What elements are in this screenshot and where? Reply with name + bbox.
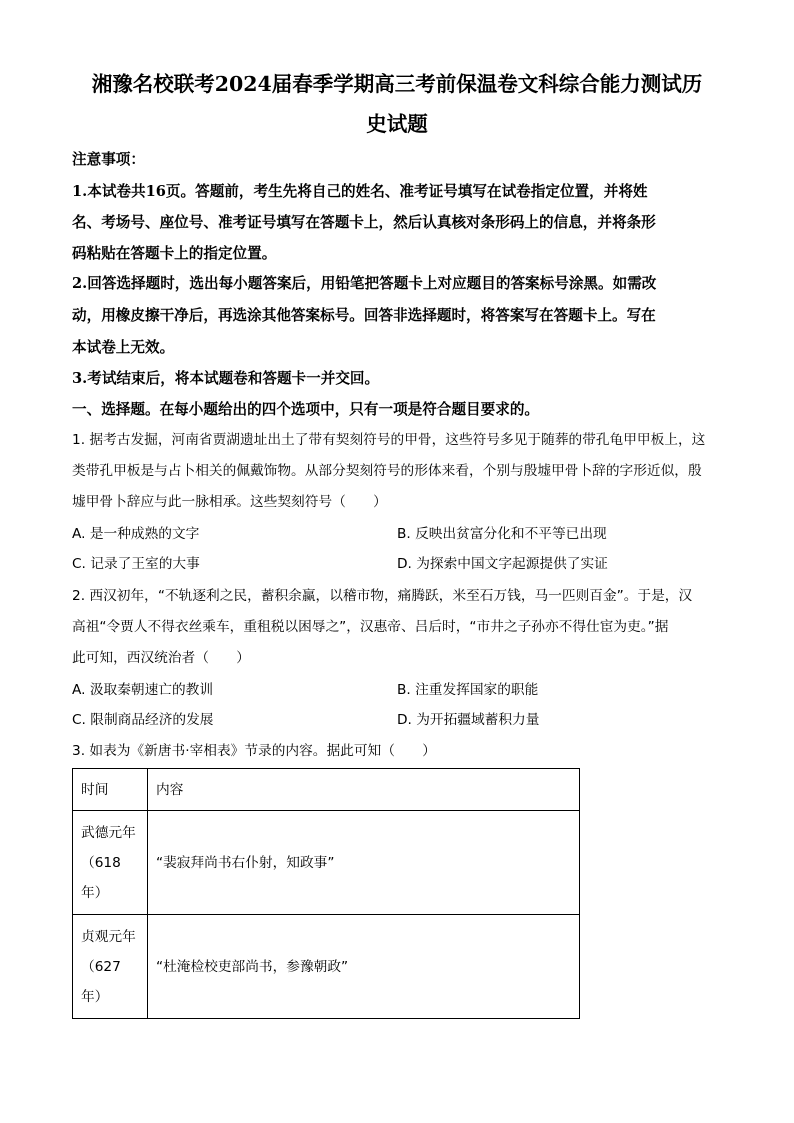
time-line: 武德元年: [81, 824, 136, 841]
time-line: 年）: [81, 988, 109, 1005]
question-1-stem: 1. 据考古发掘，河南省贾湖遗址出土了带有契刻符号的甲骨，这些符号多见于随葬的带孔龟甲甲板上，这: [72, 432, 706, 448]
table-cell-time: [73, 915, 148, 1019]
section-heading: 一、选择题。在每小题给出的四个选项中，只有一项是符合题目要求的。: [72, 401, 540, 418]
time-line: 贞观元年: [81, 928, 136, 945]
question-2-stem: 此可知，西汉统治者（ ）: [72, 650, 250, 666]
question-1-option-b: B. 反映出贫富分化和不平等已出现: [397, 526, 607, 542]
notice-line: 动，用橡皮擦干净后，再选涂其他答案标号。回答非选择题时，将答案写在答题卡上。写在: [72, 307, 656, 324]
question-1-option-d: D. 为探索中国文字起源提供了实证: [397, 556, 608, 572]
notice-line: 名、考场号、座位号、准考证号填写在答题卡上，然后认真核对条形码上的信息，并将条形: [72, 214, 656, 231]
table-header-content: 内容: [148, 769, 580, 811]
exam-title-line-2: 史试题: [366, 112, 428, 136]
question-1-option-a: A. 是一种成熟的文字: [72, 526, 200, 542]
time-line: （618: [81, 854, 121, 871]
notice-heading: 注意事项：: [72, 151, 145, 168]
question-1-option-c: C. 记录了王室的大事: [72, 556, 200, 572]
question-2-option-a: A. 汲取秦朝速亡的教训: [72, 682, 214, 698]
question-1-stem: 墟甲骨卜辞应与此一脉相承。这些契刻符号（ ）: [72, 494, 387, 510]
time-line: 年）: [81, 884, 109, 901]
table-header-row: [73, 769, 580, 811]
notice-line: 本试卷上无效。: [72, 339, 175, 356]
table-cell-time: [73, 811, 148, 915]
table-cell-content: “杜淹检校吏部尚书，参豫朝政”: [148, 915, 580, 1019]
table-row: [73, 915, 580, 1019]
question-2-stem: 高祖“令贾人不得衣丝乘车，重租税以困辱之”，汉惠帝、吕后时，“市井之子孙亦不得仕宦为吏。”据: [72, 619, 669, 635]
question-3-stem: 3. 如表为《新唐书·宰相表》节录的内容。据此可知（ ）: [72, 743, 436, 759]
question-2-option-c: C. 限制商品经济的发展: [72, 712, 214, 728]
table-row: [73, 811, 580, 915]
question-2-stem: 2. 西汉初年，“不轨逐利之民，蓄积余赢，以稽市物，痛腾跃，米至石万钱，马一匹则百金”。于是，汉: [72, 588, 693, 604]
question-1-stem: 类带孔甲板是与占卜相关的佩戴饰物。从部分契刻符号的形体来看，个别与殷墟甲骨卜辞的字形近似，殷: [72, 463, 702, 479]
table-cell-content: “裴寂拜尚书右仆射，知政事”: [148, 811, 580, 915]
question-2-option-b: B. 注重发挥国家的职能: [397, 682, 539, 698]
exam-title-line-1: 湘豫名校联考2024届春季学期高三考前保温卷文科综合能力测试历: [91, 72, 703, 96]
time-line: （627: [81, 958, 121, 975]
notice-line: 2.回答选择题时，选出每小题答案后，用铅笔把答题卡上对应题目的答案标号涂黑。如需改: [72, 275, 657, 292]
question-2-option-d: D. 为开拓疆域蓄积力量: [397, 712, 540, 728]
notice-line: 3.考试结束后，将本试题卷和答题卡一并交回。: [72, 370, 380, 387]
prime-minister-table: [72, 768, 580, 1019]
table-header-time: 时间: [73, 769, 148, 811]
notice-line: 码粘贴在答题卡上的指定位置。: [72, 245, 277, 262]
notice-line: 1.本试卷共16页。答题前，考生先将自己的姓名、准考证号填写在试卷指定位置，并将姓: [72, 183, 648, 200]
